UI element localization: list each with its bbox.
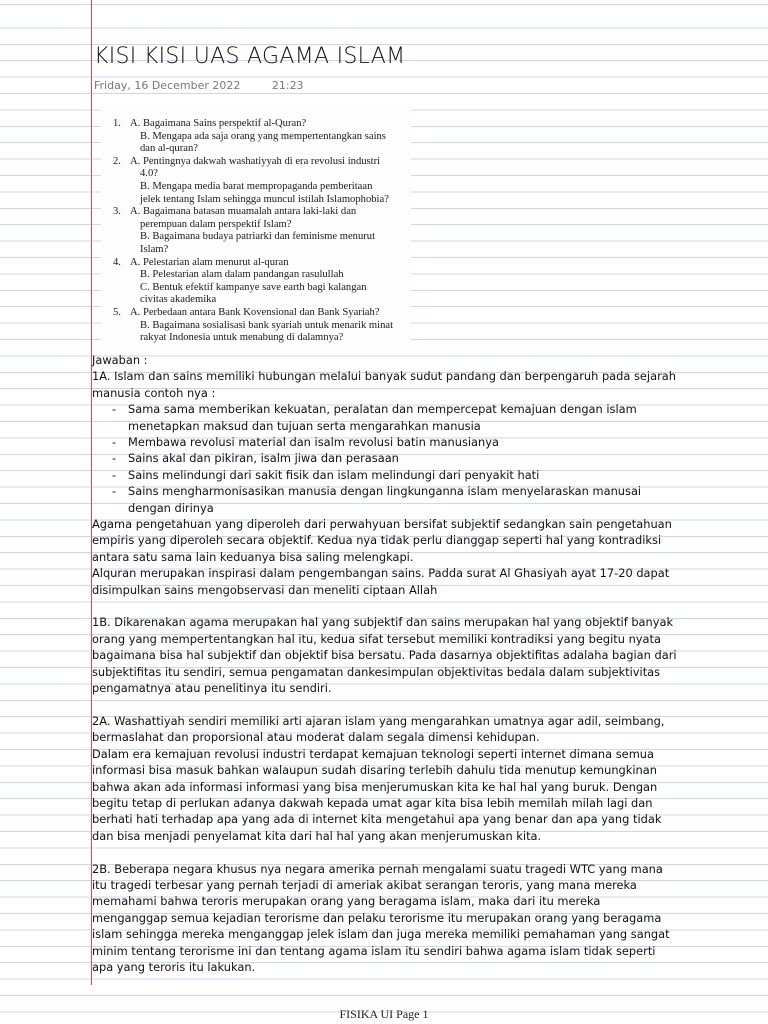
answer-1a-paragraph: Agama pengetahuan yang diperoleh dari perwahyuan bersifat subjektif sedangkan sain pengetahuan empiris yang diperoleh secara objektif. Kedua nya tidak perlu dianggap seperti hal yang kontradiksi antara satu sama lain keduanya bisa saling melengkapi. bbox=[92, 517, 672, 564]
page-title: KISI KISI UAS AGAMA ISLAM bbox=[94, 44, 406, 69]
question-item: 3. A. Bagaimana batasan muamalah antara laki-laki dan perempuan dalam perspektif Islam? B. Bagaimana budaya patriarki dan feminisme menurut Islam? bbox=[113, 206, 376, 255]
answer-body bbox=[92, 352, 677, 975]
list-item: - Sains mengharmonisasikan manusia dengan lingkunganna islam menyelaraskan manusai dengan dirinya bbox=[112, 484, 642, 515]
list-item: - Sains akal dan pikiran, isalm jiwa dan perasaan bbox=[112, 451, 399, 466]
question-list bbox=[101, 104, 411, 345]
list-item: - Sains melindungi dari sakit fisik dan islam melindungi dari penyakit hati bbox=[112, 467, 540, 482]
answers-heading: Jawaban : bbox=[92, 353, 148, 367]
answer-2a-paragraph: 2A. Washattiyah sendiri memiliki arti ajaran islam yang mengarahkan umatnya agar adil, seimbang, bermaslahat dan proporsional atau moderat dalam segala dimensi kehidupan. bbox=[92, 713, 665, 745]
list-item: - Sama sama memberikan kekuatan, peralatan dan mempercepat kemajuan dengan islam menetapkan maksud dan tujuan serta mengarahkan manusia bbox=[112, 402, 637, 433]
page-footer: FISIKA UI Page 1 bbox=[339, 1007, 429, 1021]
question-item: 2. A. Pentingnya dakwah washatiyyah di era revolusi industri 4.0? B. Mengapa media barat mempropaganda pemberitaan jelek tentang Islam sehingga muncul istilah Islamophobia? bbox=[113, 155, 389, 205]
answer-2b-paragraph: 2B. Beberapa negara khusus nya negara amerika pernah mengalami suatu tragedi WTC yang mana itu tragedi terbesar yang pernah terjadi di ameriak akibat serangan teroris, yang mana mereka memahami bahwa teroris merupakan orang yang beragama islam, maka dari itu mereka menganggap semua kejadian terorisme dan pelaku terorisme itu merupakan orang yang beragama islam sehingga mereka menganggap jelek islam dan juga mereka memiliki pemahaman yang sangat minim tentang terorisme ini dan tentang agama islam itu sendiri bahwa agama islam tidak seperti apa yang teroris itu lakukan. bbox=[92, 861, 670, 974]
answer-1a-list bbox=[92, 401, 677, 516]
questions-image bbox=[101, 104, 411, 349]
question-item: 5. A. Perbedaan antara Bank Kovensional dan Bank Syariah? B. Bagaimana sosialisasi bank syariah untuk menarik minat rakyat Indonesia untuk menabung di dalamnya? bbox=[113, 306, 394, 344]
page-date: Friday, 16 December 2022 bbox=[94, 79, 241, 92]
answer-2a-paragraph: Dalam era kemajuan revolusi industri terdapat kemajuan teknologi seperti internet dimana semua informasi bisa masuk bahkan walaupun sudah disaring terlebih dahulu tida menutup kemungkinan bahwa akan ada informasi informasi yang bisa menjerumuskan kita ke hal hal yang buruk. Dengan begitu tetap di perlukan adanya dakwah kepada umat agar kita bisa lebih memilah milah lagi dan berhati hati terhadap apa yang ada di internet kita mengetahui apa yang benar dan apa yang tidak dan bisa menjadi penyelamat kita dari hal hal yang akan menjerumuskan kita. bbox=[92, 746, 662, 843]
answer-1a-intro: 1A. Islam dan sains memiliki hubungan melalui banyak sudut pandang dan berpengaruh pada sejarah manusia contoh nya : bbox=[92, 369, 676, 400]
question-item: 4. A. Pelestarian alam menurut al-quran B. Pelestarian alam dalam pandangan rasulullah C. Bentuk efektif kampanye save earth bagi kalangan civitas akademika bbox=[113, 256, 367, 306]
page-time: 21:23 bbox=[271, 79, 304, 92]
question-item: 1. A. Bagaimana Sains perspektif al-Quran? B. Mengapa ada saja orang yang mempertentangkan sains dan al-quran? bbox=[113, 118, 386, 155]
answer-1a-paragraph: Alquran merupakan inspirasi dalam pengembangan sains. Padda surat Al Ghasiyah ayat 17-20 dapat disimpulkan sains mengobservasi dan meneliti ciptaan Allah bbox=[92, 566, 670, 597]
page-meta bbox=[94, 79, 304, 92]
answer-1b-paragraph: 1B. Dikarenakan agama merupakan hal yang subjektif dan sains merupakan hal yang objektif banyak orang yang mempertentangkan hal itu, kedua sifat tersebut memiliki kontradiksi yang begitu nyata bagaimana bisa hal subjektif dan objektif bisa bersatu. Pada dasarnya objektifitas adalaha bagian dari subjektifitas itu sendiri, semua pengamatan dankesimpulan objektivitas bedala dalam subjektivitas pengamatnya atau penelitinya itu sendiri. bbox=[92, 615, 677, 696]
list-item: - Membawa revolusi material dan isalm revolusi batin manusianya bbox=[112, 435, 499, 450]
